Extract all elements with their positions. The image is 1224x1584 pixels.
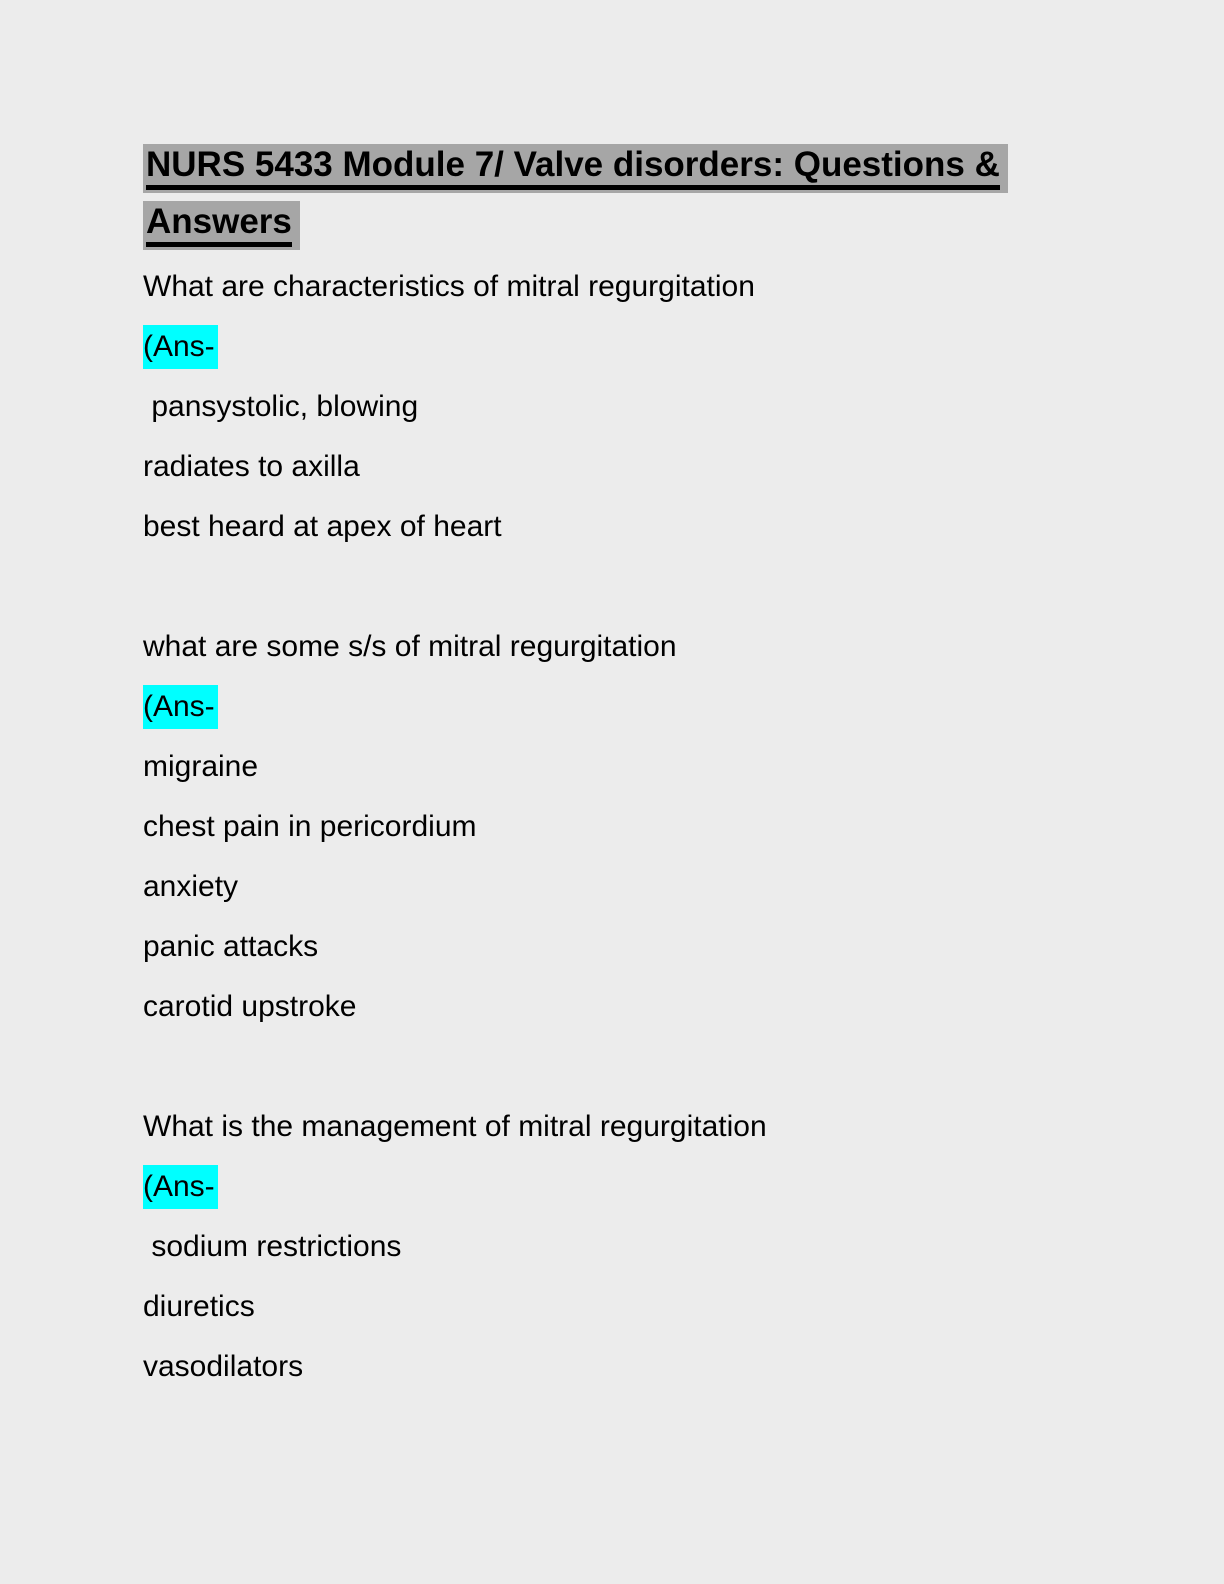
answer-line: vasodilators [143, 1350, 304, 1383]
title-highlight [143, 144, 1008, 193]
answer-marker-line [143, 317, 1164, 377]
page-title [143, 136, 1164, 250]
answer-line: diuretics [143, 1290, 255, 1323]
page-title-line [143, 193, 1164, 250]
question-text: What are characteristics of mitral regurgitation [143, 270, 755, 303]
blank-line [143, 1037, 1164, 1097]
title-highlight [143, 201, 300, 250]
answer-line: best heard at apex of heart [143, 510, 502, 543]
answer-marker: (Ans- [143, 1165, 218, 1209]
answer-line: migraine [143, 750, 259, 783]
answer-line: sodium restrictions [143, 1230, 402, 1263]
answer-line: radiates to axilla [143, 450, 360, 483]
qa-block [143, 1097, 1164, 1397]
question-text: what are some s/s of mitral regurgitation [143, 630, 677, 663]
answer-marker: (Ans- [143, 325, 218, 369]
answer-line: pansystolic, blowing [143, 390, 419, 423]
answer-line: panic attacks [143, 930, 319, 963]
answer-line: anxiety [143, 870, 239, 903]
blank-line [143, 557, 1164, 617]
title-text-line-2: Answers [146, 201, 292, 247]
page-title-line [143, 136, 1164, 193]
qa-block [143, 617, 1164, 1037]
answer-marker-line [143, 1157, 1164, 1217]
answer-marker: (Ans- [143, 685, 218, 729]
answer-line: chest pain in pericordium [143, 810, 477, 843]
answer-marker-line [143, 677, 1164, 737]
title-text-line-1: NURS 5433 Module 7/ Valve disorders: Questions & [146, 144, 1000, 190]
qa-block [143, 257, 1164, 557]
question-text: What is the management of mitral regurgitation [143, 1110, 767, 1143]
answer-line: carotid upstroke [143, 990, 357, 1023]
